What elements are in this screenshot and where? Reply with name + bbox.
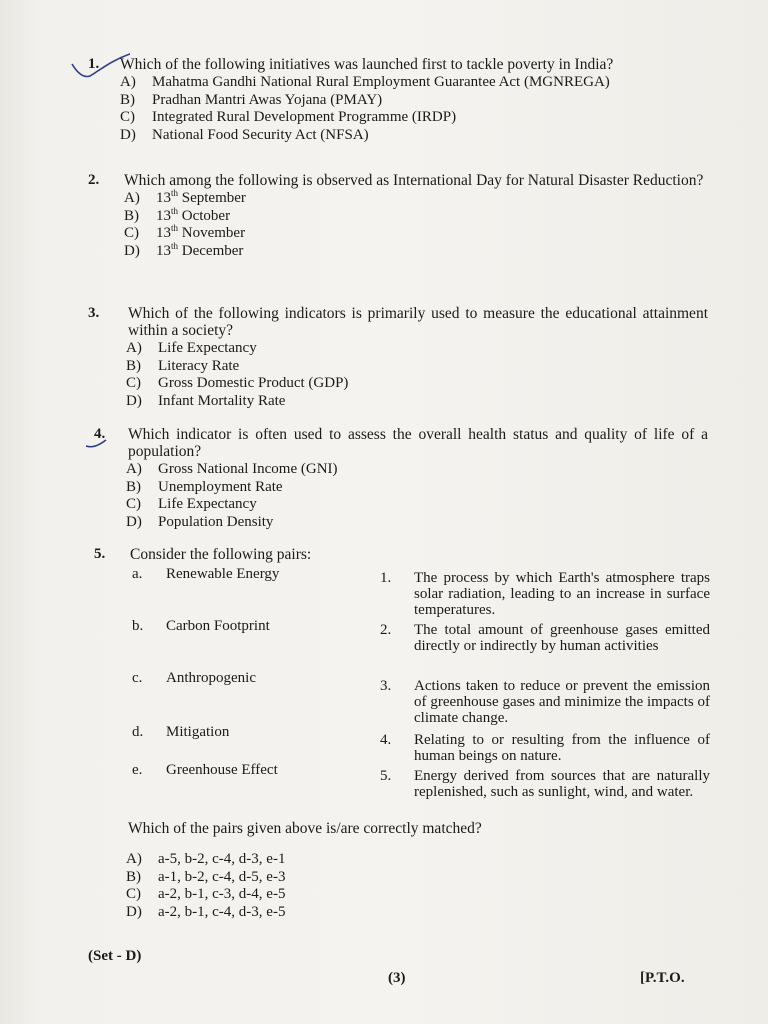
question-text: Which indicator is often used to assess the overall health status and quality of life of a population? bbox=[128, 426, 708, 460]
question-number: 3. bbox=[88, 305, 100, 321]
option-b: B) 13th October bbox=[124, 205, 231, 224]
question-2 bbox=[88, 172, 708, 260]
option-d: D) Infant Mortality Rate bbox=[126, 392, 286, 409]
matching-pairs bbox=[88, 566, 713, 836]
option-b: B) Unemployment Rate bbox=[126, 478, 283, 495]
pair-right-4: 4. Relating to or resulting from the influence of human beings on nature. bbox=[380, 732, 710, 764]
option-a: A) Life Expectancy bbox=[126, 340, 257, 356]
option-d: D) 13th December bbox=[124, 240, 244, 259]
question-text: Which of the following indicators is primarily used to measure the educational attainment within a society? bbox=[128, 305, 708, 339]
options-list bbox=[126, 340, 708, 410]
pair-left-c: c. Anthropogenic bbox=[132, 670, 256, 686]
question-5-prompt: Which of the pairs given above is/are correctly matched? bbox=[128, 820, 482, 837]
options-list bbox=[124, 190, 708, 260]
option-c: C) 13th November bbox=[124, 223, 246, 241]
pair-right-1: 1. The process by which Earth's atmosphere traps solar radiation, leading to an increase in surface temperatures. bbox=[380, 570, 710, 618]
option-a: A) Gross National Income (GNI) bbox=[126, 461, 338, 477]
options-list bbox=[120, 74, 708, 144]
options-list bbox=[126, 851, 708, 921]
option-b: B) Pradhan Mantri Awas Yojana (PMAY) bbox=[120, 91, 383, 108]
option-d: D) a-2, b-1, c-4, d-3, e-5 bbox=[126, 903, 286, 920]
please-turn-over: [P.T.O. bbox=[640, 970, 685, 986]
pair-left-b: b. Carbon Footprint bbox=[132, 618, 270, 634]
pair-right-5: 5. Energy derived from sources that are naturally replenished, such as sunlight, wind, and water. bbox=[380, 768, 710, 800]
question-5 bbox=[88, 546, 708, 563]
pair-left-a: a. Renewable Energy bbox=[132, 566, 280, 582]
option-c: C) Integrated Rural Development Programme (IRDP) bbox=[120, 109, 457, 125]
question-number: 1. bbox=[88, 56, 100, 72]
option-a: A) Mahatma Gandhi National Rural Employment Guarantee Act (MGNREGA) bbox=[120, 74, 610, 90]
question-1 bbox=[88, 56, 708, 144]
pair-right-3: 3. Actions taken to reduce or prevent the emission of greenhouse gases and minimize the impacts of climate change. bbox=[380, 678, 710, 726]
pair-left-d: d. Mitigation bbox=[132, 724, 230, 740]
question-number: 2. bbox=[88, 172, 100, 188]
question-text: Consider the following pairs: bbox=[130, 546, 312, 563]
question-3 bbox=[88, 305, 708, 410]
option-a: A) a-5, b-2, c-4, d-3, e-1 bbox=[126, 851, 286, 867]
question-number: 4. bbox=[94, 426, 106, 442]
pair-left-e: e. Greenhouse Effect bbox=[132, 762, 278, 778]
question-text: Which of the following initiatives was launched first to tackle poverty in India? bbox=[120, 56, 614, 73]
question-text: Which among the following is observed as International Day for Natural Disaster Reduction? bbox=[124, 172, 704, 189]
option-d: D) National Food Security Act (NFSA) bbox=[120, 126, 369, 143]
question-5-options bbox=[88, 820, 708, 921]
option-c: C) a-2, b-1, c-3, d-4, e-5 bbox=[126, 886, 286, 902]
set-label: (Set - D) bbox=[88, 948, 142, 964]
options-list bbox=[126, 461, 708, 531]
option-c: C) Gross Domestic Product (GDP) bbox=[126, 375, 349, 391]
option-a: A) 13th September bbox=[124, 188, 246, 206]
question-number: 5. bbox=[94, 546, 106, 562]
option-b: B) Literacy Rate bbox=[126, 357, 240, 374]
page-number: (3) bbox=[388, 970, 406, 986]
pair-right-2: 2. The total amount of greenhouse gases emitted directly or indirectly by human activities bbox=[380, 622, 710, 654]
option-d: D) Population Density bbox=[126, 513, 274, 530]
option-b: B) a-1, b-2, c-4, d-5, e-3 bbox=[126, 868, 286, 885]
option-c: C) Life Expectancy bbox=[126, 496, 257, 512]
question-4 bbox=[88, 426, 708, 531]
